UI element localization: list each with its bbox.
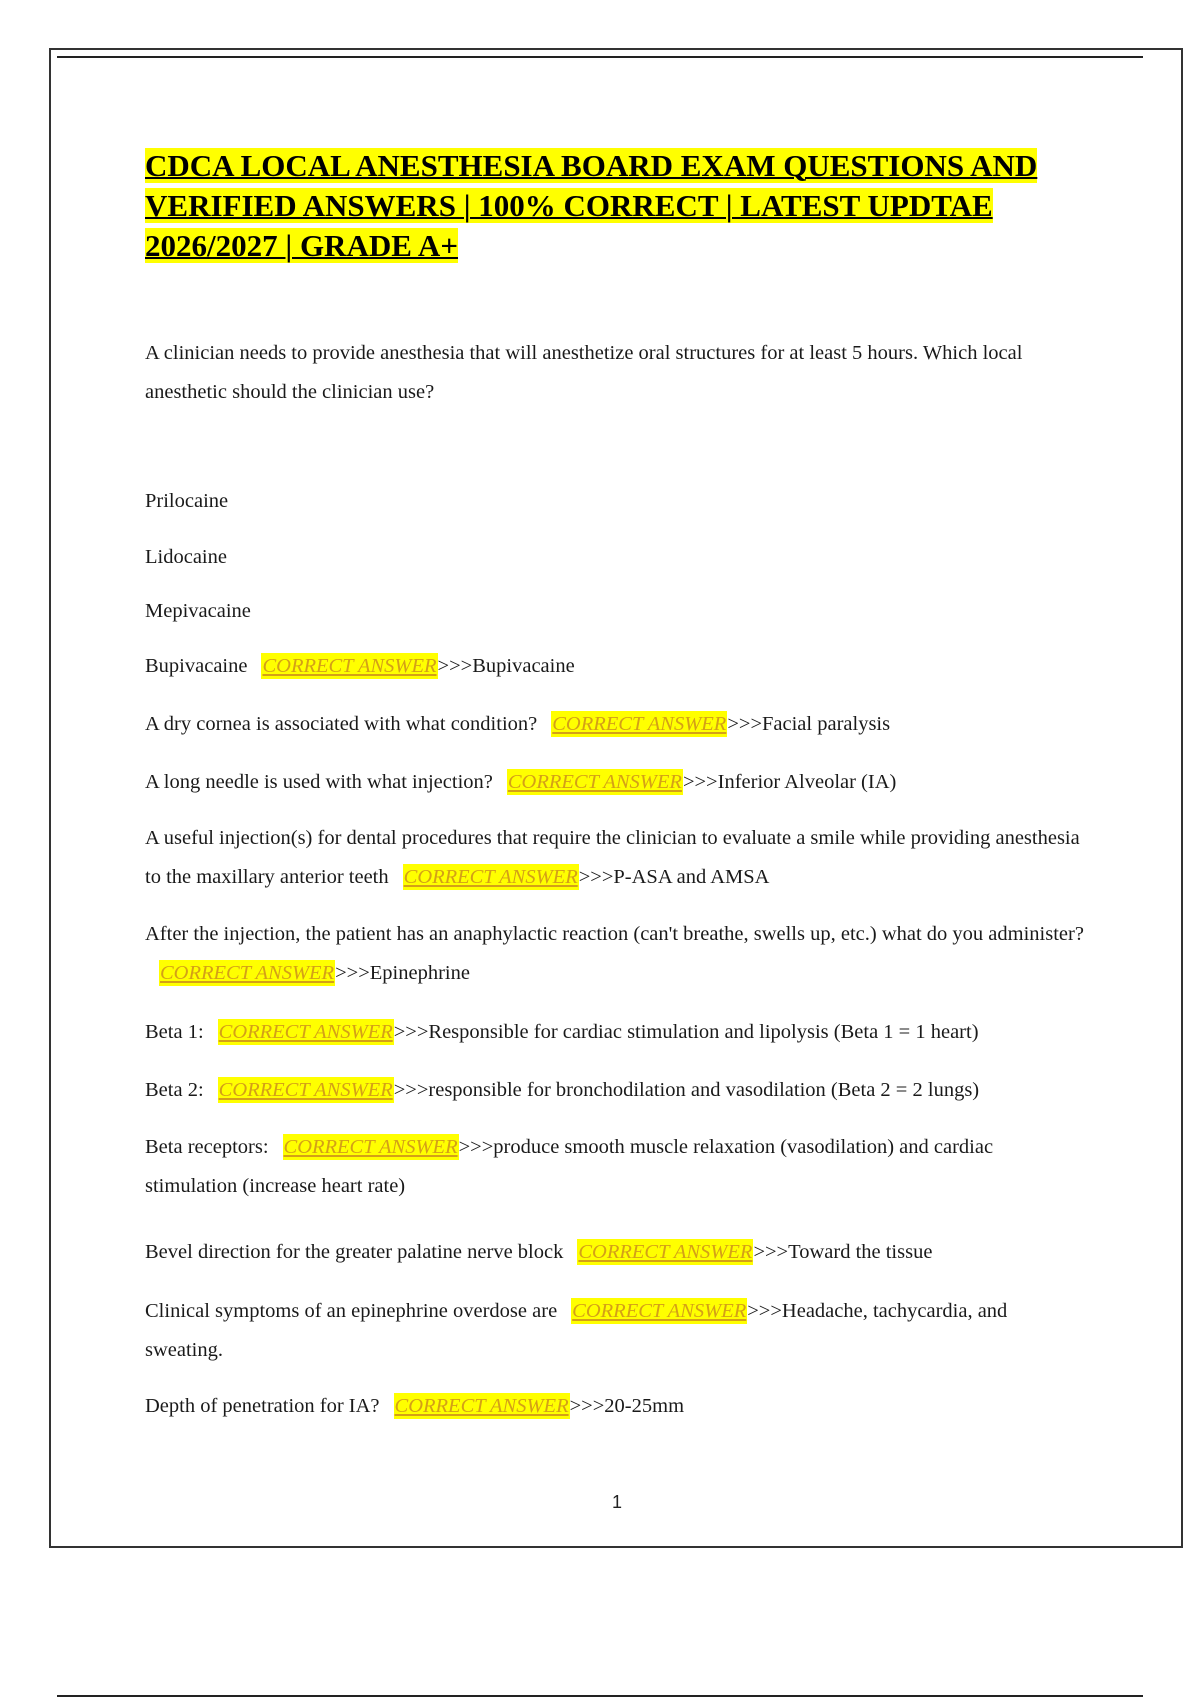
- option-prilocaine: Prilocaine: [145, 490, 229, 512]
- qa-item: [145, 1071, 1085, 1110]
- correct-answer-tag: CORRECT ANSWER: [160, 962, 335, 984]
- correct-answer-tag: CORRECT ANSWER: [218, 1021, 393, 1043]
- intro-question: A clinician needs to provide anesthesia that will anesthetize oral structures for at least 5 hours. Which local anesthetic should the clinician use?: [145, 342, 1023, 403]
- qa-item: [145, 1013, 1085, 1052]
- qa-item: [145, 1128, 1085, 1206]
- answer-text: >>>20-25mm: [569, 1395, 685, 1417]
- correct-answer-tag: CORRECT ANSWER: [552, 713, 727, 735]
- answer-text: >>>Toward the tissue: [753, 1241, 933, 1263]
- question-text: A dry cornea is associated with what condition?: [145, 713, 538, 735]
- top-rule: [57, 56, 1143, 58]
- qa-item: [145, 763, 1085, 802]
- option-mepivacaine: Mepivacaine: [145, 600, 251, 622]
- document-title: CDCA LOCAL ANESTHESIA BOARD EXAM QUESTIONS AND VERIFIED ANSWERS | 100% CORRECT | LATEST UPDTAE 2026/2027 | GRADE A+: [145, 148, 1038, 263]
- qa-item: [145, 819, 1085, 897]
- question-text: Clinical symptoms of an epinephrine overdose are: [145, 1300, 558, 1322]
- answer-text: >>>Headache, tachycardia, and sweating.: [145, 1300, 1008, 1361]
- answer-text: >>>Facial paralysis: [727, 713, 891, 735]
- option-lidocaine: Lidocaine: [145, 546, 227, 568]
- answer-text: >>>P-ASA and AMSA: [578, 866, 770, 888]
- answer-text: >>>Inferior Alveolar (IA): [682, 771, 897, 793]
- correct-answer-tag: CORRECT ANSWER: [403, 866, 578, 888]
- correct-answer-tag: CORRECT ANSWER: [578, 1241, 753, 1263]
- question-text: Beta 2:: [145, 1079, 204, 1101]
- question-text: A long needle is used with what injection?: [145, 771, 493, 793]
- option-label: Bupivacaine: [145, 655, 248, 677]
- answer-text: >>>produce smooth muscle relaxation (vasodilation) and cardiac stimulation (increase heart rate): [145, 1136, 994, 1197]
- question-text: Beta receptors:: [145, 1136, 269, 1158]
- correct-answer-tag: CORRECT ANSWER: [262, 655, 437, 677]
- question-text: Depth of penetration for IA?: [145, 1395, 380, 1417]
- answer-text: >>>Epinephrine: [335, 962, 470, 984]
- question-text: Bevel direction for the greater palatine nerve block: [145, 1241, 564, 1263]
- qa-item: [145, 915, 1085, 993]
- bottom-rule: [57, 1695, 1143, 1697]
- answer-text: >>>Bupivacaine: [437, 655, 575, 677]
- correct-answer-tag: CORRECT ANSWER: [394, 1395, 569, 1417]
- correct-answer-tag: CORRECT ANSWER: [283, 1136, 458, 1158]
- page-number: 1: [611, 1492, 622, 1512]
- correct-answer-tag: CORRECT ANSWER: [572, 1300, 747, 1322]
- answer-text: >>>Responsible for cardiac stimulation and lipolysis (Beta 1 = 1 heart): [393, 1021, 979, 1043]
- qa-item: [145, 1233, 1085, 1272]
- question-text: After the injection, the patient has an anaphylactic reaction (can't breathe, swells up, etc.) what do you administer?: [145, 923, 1084, 945]
- correct-answer-tag: CORRECT ANSWER: [218, 1079, 393, 1101]
- qa-item: [145, 705, 1085, 744]
- question-text: A useful injection(s) for dental procedures that require the clinician to evaluate a smile while providing anesthesia to the maxillary anterior teeth: [145, 827, 1080, 888]
- answer-text: >>>responsible for bronchodilation and vasodilation (Beta 2 = 2 lungs): [393, 1079, 980, 1101]
- qa-item: [145, 1387, 1085, 1426]
- correct-answer-tag: CORRECT ANSWER: [507, 771, 682, 793]
- qa-item: [145, 1292, 1085, 1370]
- question-text: Beta 1:: [145, 1021, 204, 1043]
- option-bupivacaine: [145, 647, 1085, 686]
